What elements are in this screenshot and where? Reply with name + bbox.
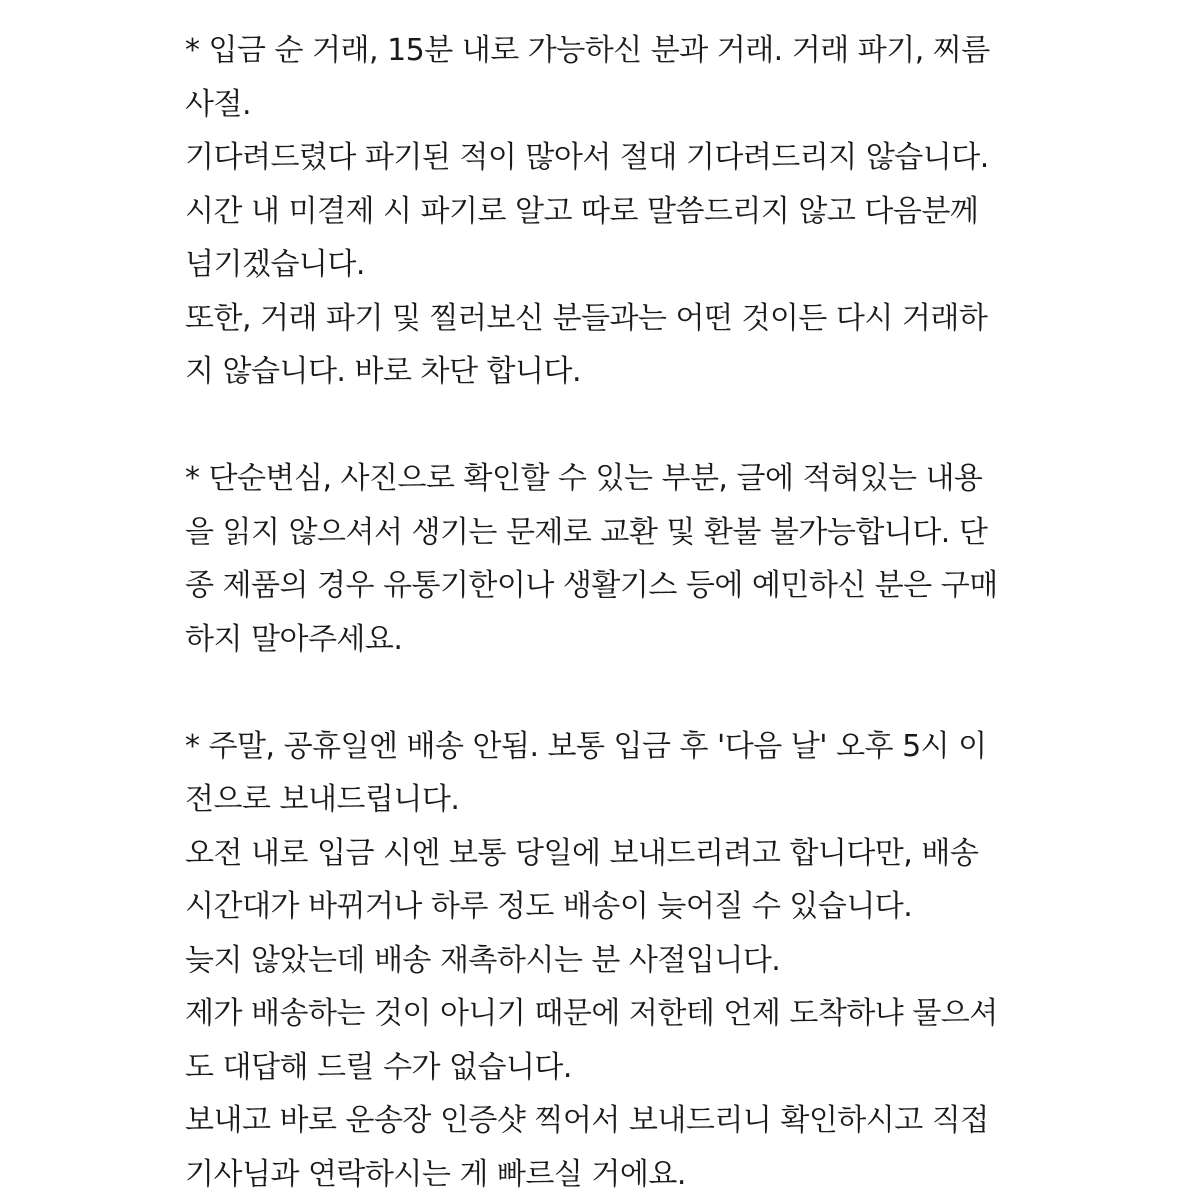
text-line: 지 않습니다. 바로 차단 합니다. bbox=[185, 345, 1015, 399]
text-line: 기다려드렸다 파기된 적이 많아서 절대 기다려드리지 않습니다. bbox=[185, 131, 1015, 185]
section-gap bbox=[185, 666, 1015, 720]
text-line: 시간 내 미결제 시 파기로 알고 따로 말씀드리지 않고 다음분께 bbox=[185, 185, 1015, 239]
text-line: 도 대답해 드릴 수가 없습니다. bbox=[185, 1041, 1015, 1095]
text-line: * 입금 순 거래, 15분 내로 가능하신 분과 거래. 거래 파기, 찌름 bbox=[185, 24, 1015, 78]
section-gap bbox=[185, 399, 1015, 453]
notice-text bbox=[185, 24, 1015, 1201]
section-shipping-policy bbox=[185, 720, 1015, 1201]
text-line: 종 제품의 경우 유통기한이나 생활기스 등에 예민하신 분은 구매 bbox=[185, 559, 1015, 613]
text-line: 오전 내로 입금 시엔 보통 당일에 보내드리려고 합니다만, 배송 bbox=[185, 827, 1015, 881]
text-line: 을 읽지 않으셔서 생기는 문제로 교환 및 환불 불가능합니다. 단 bbox=[185, 506, 1015, 560]
text-line: * 단순변심, 사진으로 확인할 수 있는 부분, 글에 적혀있는 내용 bbox=[185, 452, 1015, 506]
section-refund-policy bbox=[185, 452, 1015, 666]
text-line: 전으로 보내드립니다. bbox=[185, 773, 1015, 827]
text-line: 기사님과 연락하시는 게 빠르실 거에요. bbox=[185, 1148, 1015, 1201]
text-line: 사절. bbox=[185, 78, 1015, 132]
text-line: 하지 말아주세요. bbox=[185, 613, 1015, 667]
text-line: 제가 배송하는 것이 아니기 때문에 저한테 언제 도착하냐 물으셔 bbox=[185, 987, 1015, 1041]
text-line: 시간대가 바뀌거나 하루 정도 배송이 늦어질 수 있습니다. bbox=[185, 880, 1015, 934]
text-line: * 주말, 공휴일엔 배송 안됨. 보통 입금 후 '다음 날' 오후 5시 이 bbox=[185, 720, 1015, 774]
text-line: 보내고 바로 운송장 인증샷 찍어서 보내드리니 확인하시고 직접 bbox=[185, 1094, 1015, 1148]
section-order-policy bbox=[185, 24, 1015, 399]
text-line: 넘기겠습니다. bbox=[185, 238, 1015, 292]
text-line: 또한, 거래 파기 및 찔러보신 분들과는 어떤 것이든 다시 거래하 bbox=[185, 292, 1015, 346]
text-line: 늦지 않았는데 배송 재촉하시는 분 사절입니다. bbox=[185, 934, 1015, 988]
